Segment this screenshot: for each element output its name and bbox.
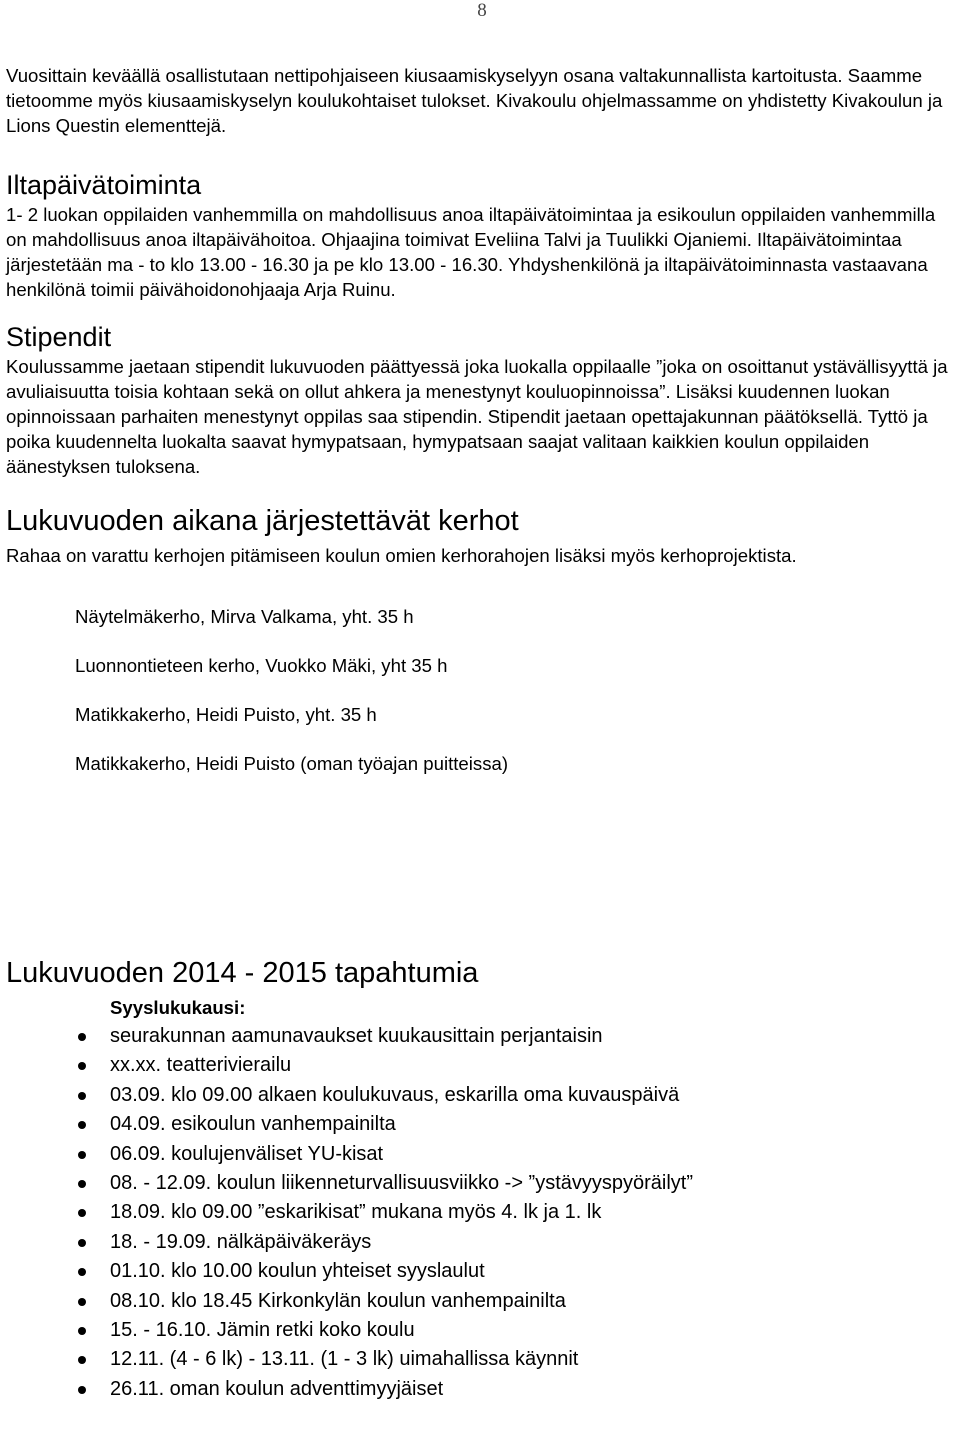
scholarships-paragraph: Koulussamme jaetaan stipendit lukuvuoden päättyessä joka luokalla oppilaalle ”joka on osoittanut ystävällisyyttä ja avuliaisuutta toisia kohtaan sekä on ollut ahkera ja menestynyt kouluopinnoissa”. Lisäksi kuudennen luokan opinnoissaan parhaiten menestynyt oppilas saa stipendin. Stipendit jaetaan opettajakunnan päätöksellä. Tyttö ja poika kuudennelta luokalta saavat hymypatsaan, hymypatsaan saajat valitaan kaikkien koulun oppilaiden äänestyksen tuloksena. (6, 356, 948, 477)
intro-paragraph: Vuosittain keväällä osallistutaan nettipohjaiseen kiusaamiskyselyyn osana valtakunnallista kartoitusta. Saamme tietoomme myös kiusaamiskyselyn koulukohtaiset tulokset. Kivakoulu ohjelmassamme on yhdistetty Kivakoulun ja Lions Questin elementtejä. (6, 65, 943, 136)
bullet-icon (78, 1209, 86, 1217)
event-item (6, 1140, 952, 1169)
event-text: 26.11. oman koulun adventtimyyjäiset (110, 1377, 444, 1400)
autumn-term-subheading: Syyslukukausi: (110, 997, 246, 1018)
bullet-icon (78, 1033, 86, 1041)
event-item (6, 1375, 952, 1404)
bullet-icon (78, 1356, 86, 1364)
event-text: 15. - 16.10. Jämin retki koko koulu (110, 1319, 415, 1342)
event-text: 08. - 12.09. koulun liikenneturvallisuusviikko -> ”ystävyyspyöräilyt” (110, 1172, 694, 1195)
bullet-icon (78, 1327, 86, 1335)
bullet-icon (78, 1092, 86, 1100)
event-text: 18. - 19.09. nälkäpäiväkeräys (110, 1230, 372, 1253)
event-text: seurakunnan aamunavaukset kuukausittain perjantaisin (110, 1025, 603, 1047)
document-body (6, 63, 952, 1404)
events-list (6, 1022, 952, 1404)
club-item: Matikkakerho, Heidi Puisto, yht. 35 h (75, 704, 377, 725)
event-item (6, 1316, 952, 1345)
event-item (6, 1110, 952, 1139)
bullet-icon (78, 1062, 86, 1070)
event-text: xx.xx. teatterivierailu (110, 1054, 292, 1077)
clubs-list (75, 604, 952, 776)
event-text: 03.09. klo 09.00 alkaen koulukuvaus, eskarilla oma kuvauspäivä (110, 1083, 680, 1106)
bullet-icon (78, 1239, 86, 1247)
event-text: 01.10. klo 10.00 koulun yhteiset syyslaulut (110, 1260, 485, 1283)
club-item: Näytelmäkerho, Mirva Valkama, yht. 35 h (75, 606, 414, 627)
bullet-icon (78, 1298, 86, 1306)
event-text: 08.10. klo 18.45 Kirkonkylän koulun vanhempainilta (110, 1289, 566, 1312)
bullet-icon (78, 1386, 86, 1394)
event-text: 04.09. esikoulun vanhempainilta (110, 1113, 396, 1136)
bullet-icon (78, 1151, 86, 1159)
clubs-intro: Rahaa on varattu kerhojen pitämiseen koulun omien kerhorahojen lisäksi myös kerhoprojektista. (6, 545, 797, 566)
bullet-icon (78, 1268, 86, 1276)
event-text: 06.09. koulujenväliset YU-kisat (110, 1142, 384, 1165)
event-item (6, 1081, 952, 1110)
afternoon-activity-paragraph: 1- 2 luokan oppilaiden vanhemmilla on mahdollisuus anoa iltapäivätoimintaa ja esikoulun oppilaiden vanhemmilla on mahdollisuus anoa iltapäivähoitoa. Ohjaajina toimivat Eveliina Talvi ja Tuulikki Ojaniemi. Iltapäivätoimintaa järjestetään ma - to klo 13.00 - 16.30 ja pe klo 13.00 - 16.30. Yhdyshenkilönä ja iltapäivätoiminnasta vastaavana henkilönä toimii päivähoidonohjaaja Arja Ruinu. (6, 204, 936, 300)
scholarships-heading: Stipendit (6, 322, 112, 352)
event-item (6, 1345, 952, 1374)
event-item (6, 1287, 952, 1316)
event-item (6, 1169, 952, 1198)
afternoon-activity-heading: Iltapäivätoiminta (6, 170, 202, 200)
event-text: 18.09. klo 09.00 ”eskarikisat” mukana myös 4. lk ja 1. lk (110, 1201, 602, 1224)
club-item: Luonnontieteen kerho, Vuokko Mäki, yht 35 h (75, 655, 448, 676)
event-item (6, 1257, 952, 1286)
event-item (6, 1198, 952, 1227)
event-item (6, 1022, 952, 1051)
event-item (6, 1228, 952, 1257)
event-item (6, 1051, 952, 1080)
page-number: 8 (477, 0, 487, 21)
bullet-icon (78, 1121, 86, 1129)
clubs-heading: Lukuvuoden aikana järjestettävät kerhot (6, 505, 519, 537)
bullet-icon (78, 1180, 86, 1188)
event-text: 12.11. (4 - 6 lk) - 13.11. (1 - 3 lk) uimahallissa käynnit (110, 1348, 579, 1371)
club-item: Matikkakerho, Heidi Puisto (oman työajan puitteissa) (75, 753, 509, 774)
events-heading: Lukuvuoden 2014 - 2015 tapahtumia (6, 957, 479, 989)
